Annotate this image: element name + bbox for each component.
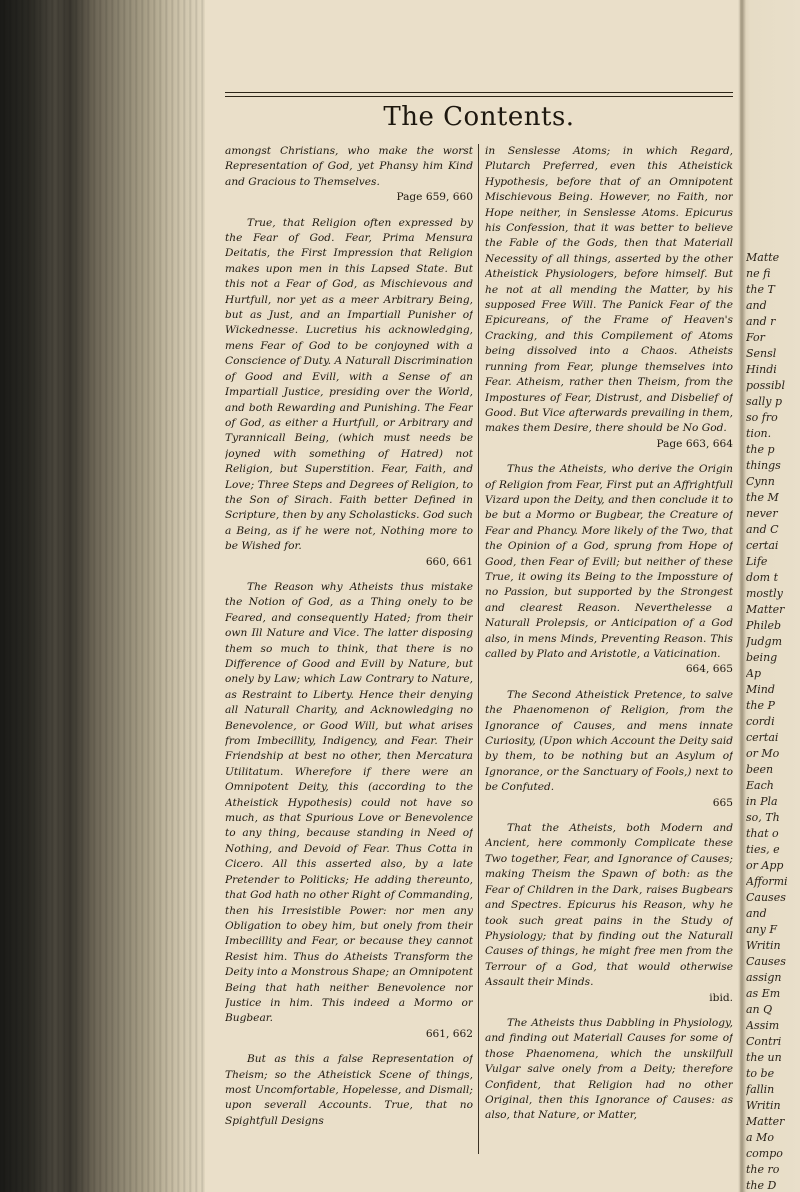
page-title: The Contents. xyxy=(383,102,575,132)
bleed-fragment: certai xyxy=(746,731,779,744)
contents-entry xyxy=(225,144,473,206)
bleed-fragment: the P xyxy=(746,699,775,712)
bleed-fragment: and C xyxy=(746,523,779,536)
bleed-fragment: never xyxy=(746,507,778,520)
bleed-fragment: certai xyxy=(746,539,779,552)
bleed-fragment: and r xyxy=(746,315,776,328)
bleed-fragment: mostly xyxy=(746,587,783,600)
contents-entry xyxy=(485,462,733,678)
bleed-fragment: as Em xyxy=(746,987,781,1000)
left-column xyxy=(225,144,473,1174)
bleed-fragment: Writin xyxy=(746,1099,781,1112)
bleed-fragment: and xyxy=(746,299,767,312)
bleed-fragment: ties, e xyxy=(746,843,780,856)
entry-page-ref: Page 663, 664 xyxy=(656,437,733,450)
bleed-fragment: the un xyxy=(746,1051,782,1064)
header-rule xyxy=(225,92,733,97)
bleed-fragment: Writin xyxy=(746,939,781,952)
bleed-fragment: Each xyxy=(746,779,774,792)
entry-text: in Senslesse Atoms; in which Regard, Plutarch Preferred, even this Atheistick Hypothesis, before that of an Omnipotent Mischievous Being. However, no Faith, nor Hope neither, in Senslesse Atoms. Epicurus his Confession, that it was better to believe the Fable of the Gods, then that Materiall Necessity of all things, asserted by the other Atheistick Physiologers, before himself. But he not at all mending the Matter, by his supposed Free Will. The Panick Fear of the Epicureans, of the Frame of Heaven's Cracking, and this Compilement of Atoms being dissolved into a Chaos. Atheists running from Fear, plunge themselves into Fear. Atheism, rather then Theism, from the Impostures of Fear, Distrust, and Disbelief of Good. But Vice afterwards prevailing in them, makes them Desire, there should be No God. xyxy=(485,145,733,435)
contents-entry xyxy=(485,1016,733,1124)
bleed-fragment: Phileb xyxy=(746,619,782,632)
contents-entry xyxy=(485,144,733,452)
bleed-fragment: any F xyxy=(746,923,777,936)
contents-entry xyxy=(485,688,733,811)
entry-page-ref: 665 xyxy=(712,796,733,809)
bleed-fragment: the M xyxy=(746,491,779,504)
bleed-fragment: Assim xyxy=(746,1019,780,1032)
bleed-fragment: so fro xyxy=(746,411,778,424)
bleed-fragment: compo xyxy=(746,1147,783,1160)
bleed-fragment: Hindi xyxy=(746,363,777,376)
bleed-fragment: to be xyxy=(746,1067,775,1080)
bleed-fragment: things xyxy=(746,459,781,472)
bleed-fragment: Life xyxy=(746,555,768,568)
bleed-fragment: Causes xyxy=(746,891,786,904)
bleed-fragment: that o xyxy=(746,827,779,840)
bleed-fragment: the T xyxy=(746,283,775,296)
bleed-fragment: Matte xyxy=(746,251,780,264)
contents-entry xyxy=(225,580,473,1042)
entry-text: The Atheists thus Dabbling in Physiology, and finding out Materiall Causes for some of those Phaenomena, which the unskilfull Vulgar salve onely from a Deity; therefore Confident, that Religion had no other Original, then this Ignorance of Causes: as also, that Nature, or Matter, xyxy=(485,1016,733,1122)
entry-text: That the Atheists, both Modern and Ancient, here commonly Complicate these Two together, Fear, and Ignorance of Causes; making Theism the Spawn of both: as the Fear of Children in the Dark, raises Bugbears and Spectres. Epicurus his Reason, why he took such great pains in the Study of Physiology; that by finding out the Naturall Causes of things, he might free men from the Terrour of a God, that would otherwise Assault their Minds. xyxy=(485,822,733,989)
bleed-fragment: or App xyxy=(746,859,784,872)
bleed-fragment: an Q xyxy=(746,1003,773,1016)
bleed-fragment: the ro xyxy=(746,1163,780,1176)
bleed-fragment: been xyxy=(746,763,774,776)
bleed-fragment: dom t xyxy=(746,571,779,584)
bleed-fragment: fallin xyxy=(746,1083,775,1096)
bleed-fragment: the D xyxy=(746,1179,777,1192)
entry-text: amongst Christians, who make the worst Representation of God, yet Phansy him Kind and Gracious to Themselves. xyxy=(225,145,473,188)
entry-text: The Second Atheistick Pretence, to salve the Phaenomenon of Religion, from the Ignorance of Causes, and mens innate Curiosity, (Upon which Account the Deity said by them, to be nothing but an Asylum of Ignorance, or the Sanctuary of Fools,) next to be Confuted. xyxy=(485,688,733,794)
bleed-fragment: Judgm xyxy=(746,635,783,648)
bleed-fragment: assign xyxy=(746,971,782,984)
gutter-page-edges xyxy=(0,0,205,1192)
bleed-fragment: possibl xyxy=(746,379,786,392)
bleed-fragment: ne fi xyxy=(746,267,771,280)
bleed-fragment: For xyxy=(746,331,765,344)
entry-page-ref: ibid. xyxy=(709,991,733,1004)
bleed-fragment: in Pla xyxy=(746,795,778,808)
bleed-fragment: the p xyxy=(746,443,775,456)
bleed-fragment: Cynn xyxy=(746,475,775,488)
bleed-fragment: sally p xyxy=(746,395,782,408)
facing-page-bleed xyxy=(740,0,800,1192)
column-divider xyxy=(478,144,479,1154)
entry-page-ref: 664, 665 xyxy=(685,663,733,676)
entry-page-ref: 661, 662 xyxy=(425,1027,473,1040)
entry-page-ref: Page 659, 660 xyxy=(396,191,473,204)
entry-text: Thus the Atheists, who derive the Origin of Religion from Fear, First put an Affrightfull Vizard upon the Deity, and then conclude it to be but a Mormo or Bugbear, the Creature of Fear and Phancy. More likely of the Two, that the Opinion of a God, sprung from Hope of Good, then Fear of Evill; but neither of these True, it owing its Being to the Impossture of no Passion, but supported by the Strongest and clearest Reason. Neverthelesse a Naturall Prolepsis, or Anticipation of a God also, in mens Minds, Preventing Reason. This called by Plato and Aristotle, a Vaticination. xyxy=(485,463,733,660)
contents-entry xyxy=(485,821,733,1006)
entry-text: The Reason why Atheists thus mistake the Notion of God, as a Thing onely to be Feared, and consequently Hated; from their own Ill Nature and Vice. The latter disposing them so much to think, that there is no Difference of Good and Evill by Nature, but onely by Law; which Law Contrary to Nature, as Restraint to Liberty. Hence their denying all Naturall Charity, and Acknowledging no Benevolence, or Good Will, but what arises from Imbecillity, Indigency, and Fear. Their Friendship at best no other, then Mercatura Utilitatum. Wherefore if there were an Omnipotent Deity, this (according to the Atheistick Hypothesis) could not have so much, as that Spurious Love or Benevolence to any thing, because standing in Need of Nothing, and Devoid of Fear. Thus Cotta in Cicero. All this asserted also, by a late Pretender to Politicks; He adding thereunto, that God hath no other Right of Commanding, then his Irresistible Power: nor men any Obligation to obey him, but onely from their Imbecillity and Fear, or because they cannot Resist him. Thus do Atheists Transform the Deity into a Monstrous Shape; an Omnipotent Being that hath neither Benevolence nor Justice in him. This indeed a Mormo or Bugbear. xyxy=(225,580,473,1025)
bleed-fragment: so, Th xyxy=(746,811,780,824)
contents-page xyxy=(225,92,733,1182)
facing-page-fragments xyxy=(746,250,798,1192)
entry-page-ref: 660, 661 xyxy=(425,555,473,568)
page-fold-shadow xyxy=(738,0,746,1192)
contents-entry xyxy=(225,1052,473,1129)
bleed-fragment: or Mo xyxy=(746,747,780,760)
entry-text: But as this a false Representation of Theism; so the Atheistick Scene of things, most Uncomfortable, Hopelesse, and Dismall; upon severall Accounts. True, that no Spightfull Designs xyxy=(225,1053,473,1127)
bleed-fragment: and xyxy=(746,907,767,920)
contents-entry xyxy=(225,216,473,570)
bleed-fragment: Afformi xyxy=(746,875,788,888)
bleed-fragment: Causes xyxy=(746,955,786,968)
bleed-fragment: tion. xyxy=(746,427,772,440)
right-column xyxy=(485,144,733,1174)
bleed-fragment: Matter xyxy=(746,603,785,616)
bleed-fragment: Sensl xyxy=(746,347,777,360)
bleed-fragment: Matter xyxy=(746,1115,785,1128)
bleed-fragment: Ap xyxy=(746,667,761,680)
contents-columns xyxy=(225,144,733,1174)
entry-text: True, that Religion often expressed by the Fear of God. Fear, Prima Mensura Deitatis, the First Impression that Religion makes upon men in this Lapsed State. But this not a Fear of God, as Mischievous and Hurtfull, nor yet as a meer Arbitrary Being, but as Just, and an Impartiall Punisher of Wickednesse. Lucretius his acknowledging, mens Fear of God to be conjoyned with a Conscience of Duty. A Naturall Discrimination of Good and Evill, with a Sense of an Impartiall Justice, presiding over the World, and both Rewarding and Punishing. The Fear of God, as either a Hurtfull, or Arbitrary and Tyrannicall Being, (which must needs be joyned with something of Hatred) not Religion, but Superstition. Fear, Faith, and Love; Three Steps and Degrees of Religion, to the Son of Sirach. Faith better Defined in Scripture, then by any Scholasticks. God such a Being, as if he were not, Nothing more to be Wished for. xyxy=(225,216,473,553)
bleed-fragment: Contri xyxy=(746,1035,782,1048)
bleed-fragment: cordi xyxy=(746,715,775,728)
bleed-fragment: Mind xyxy=(746,683,775,696)
bleed-fragment: a Mo xyxy=(746,1131,774,1144)
bleed-fragment: being xyxy=(746,651,778,664)
